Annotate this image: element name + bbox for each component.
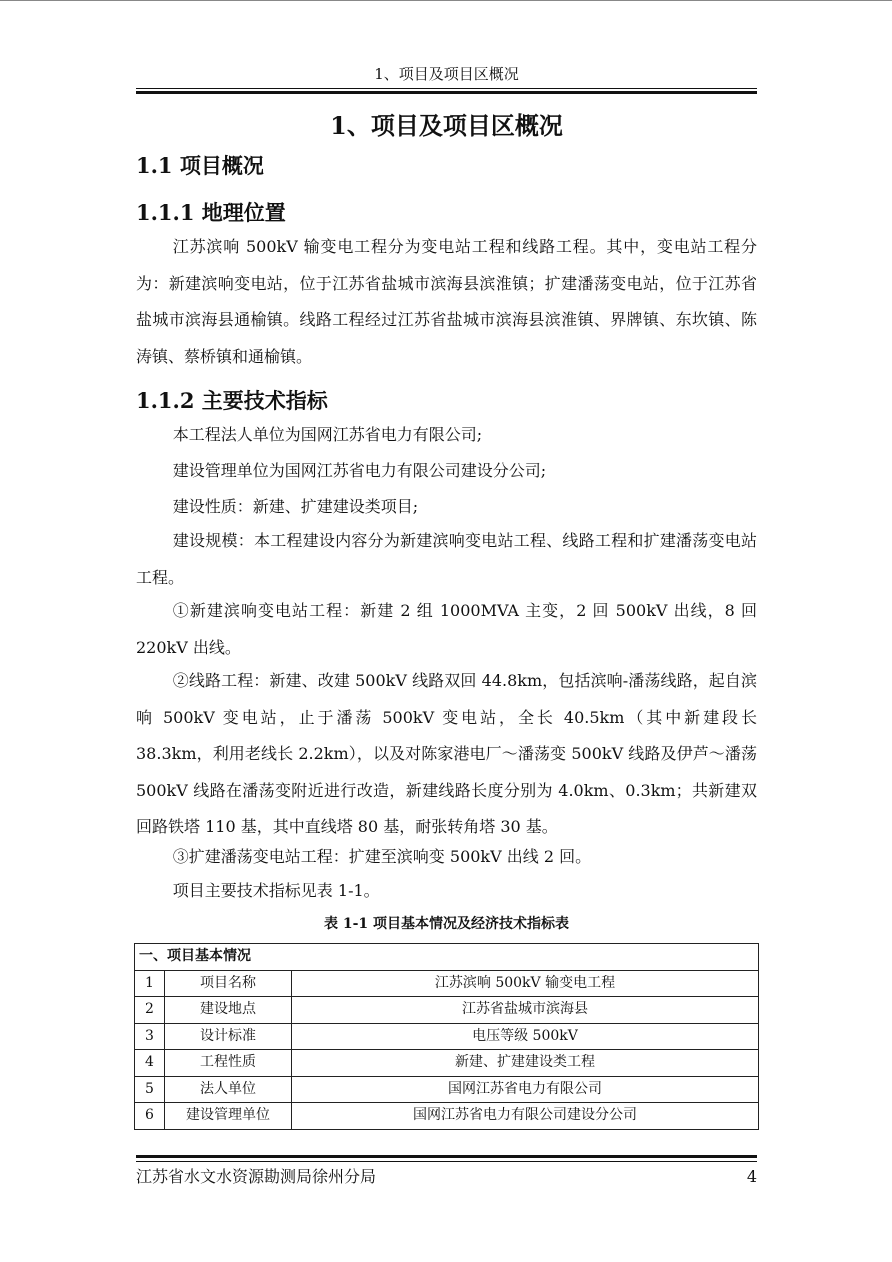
page-title: 1、项目及项目区概况 <box>330 111 563 140</box>
row-value: 新建、扩建建设类工程 <box>292 1050 759 1077</box>
table-row <box>135 1103 759 1130</box>
page-top-border <box>0 0 892 1</box>
row-item: 工程性质 <box>165 1050 292 1077</box>
row-value: 国网江苏省电力有限公司建设分公司 <box>292 1103 759 1130</box>
paragraph-substation-new: ①新建滨响变电站工程：新建 2 组 1000MVA 主变，2 回 500kV 出线，8 回 220kV 出线。 <box>136 601 757 657</box>
row-number: 5 <box>135 1076 165 1103</box>
paragraph-scale: 建设规模：本工程建设内容分为新建滨响变电站工程、线路工程和扩建潘荡变电站工程。 <box>136 531 757 587</box>
row-item: 建设管理单位 <box>165 1103 292 1130</box>
row-item: 法人单位 <box>165 1076 292 1103</box>
table-section-label: 一、项目基本情况 <box>135 944 759 971</box>
section-heading-1-1-1: 1.1.1 地理位置 <box>136 200 286 225</box>
paragraph-management-unit: 建设管理单位为国网江苏省电力有限公司建设分公司; <box>172 461 547 480</box>
row-item: 设计标准 <box>165 1023 292 1050</box>
row-value: 江苏滨响 500kV 输变电工程 <box>292 970 759 997</box>
row-number: 2 <box>135 997 165 1024</box>
page-number: 4 <box>746 1167 757 1186</box>
row-value: 电压等级 500kV <box>292 1023 759 1050</box>
row-item: 建设地点 <box>165 997 292 1024</box>
table-row <box>135 1023 759 1050</box>
row-item: 项目名称 <box>165 970 292 997</box>
footer-rule-thin <box>136 1161 757 1162</box>
running-header: 1、项目及项目区概况 <box>374 65 519 83</box>
row-number: 6 <box>135 1103 165 1130</box>
section-heading-1-1: 1.1 项目概况 <box>136 153 264 178</box>
paragraph-nature: 建设性质：新建、扩建建设类项目; <box>172 497 419 516</box>
row-value: 国网江苏省电力有限公司 <box>292 1076 759 1103</box>
header-rule-thick <box>136 91 757 94</box>
table-row <box>135 1050 759 1077</box>
paragraph-legal-entity: 本工程法人单位为国网江苏省电力有限公司; <box>172 425 483 444</box>
row-number: 3 <box>135 1023 165 1050</box>
footer-rule-thick <box>136 1155 757 1158</box>
paragraph-substation-expand: ③扩建潘荡变电站工程：扩建至滨响变 500kV 出线 2 回。 <box>172 847 592 866</box>
table-row <box>135 970 759 997</box>
paragraph-line-works: ②线路工程：新建、改建 500kV 线路双回 44.8km，包括滨响-潘荡线路，起自滨响 500kV 变电站，止于潘荡 500kV 变电站，全长 40.5km（其中新建段长 38.3km，利用老线长 2.2km），以及对陈家港电厂～潘荡变 500kV 线路及伊芦～潘荡 500kV 线路在潘荡变附近进行改造，新建线路长度分别为 4.0km、0.3km；共新建双回路铁塔 110 基，其中直线塔 80 基，耐张转角塔 30 基。 <box>136 671 757 836</box>
row-value: 江苏省盐城市滨海县 <box>292 997 759 1024</box>
row-number: 4 <box>135 1050 165 1077</box>
table-row <box>135 997 759 1024</box>
header-rule-thin <box>136 88 757 89</box>
footer-organization: 江苏省水文水资源勘测局徐州分局 <box>136 1167 377 1186</box>
table-row <box>135 1076 759 1103</box>
section-heading-1-1-2: 1.1.2 主要技术指标 <box>136 388 328 413</box>
row-number: 1 <box>135 970 165 997</box>
paragraph-table-ref: 项目主要技术指标见表 1-1。 <box>172 881 380 900</box>
project-info-table <box>134 943 759 1130</box>
table-caption: 表 1-1 项目基本情况及经济技术指标表 <box>323 916 570 932</box>
table-section-row <box>135 944 759 971</box>
paragraph-location: 江苏滨响 500kV 输变电工程分为变电站工程和线路工程。其中，变电站工程分为：新建滨响变电站，位于江苏省盐城市滨海县滨淮镇；扩建潘荡变电站，位于江苏省盐城市滨海县通榆镇。线路工程经过江苏省盐城市滨海县滨淮镇、界牌镇、东坎镇、陈涛镇、蔡桥镇和通榆镇。 <box>136 237 757 366</box>
